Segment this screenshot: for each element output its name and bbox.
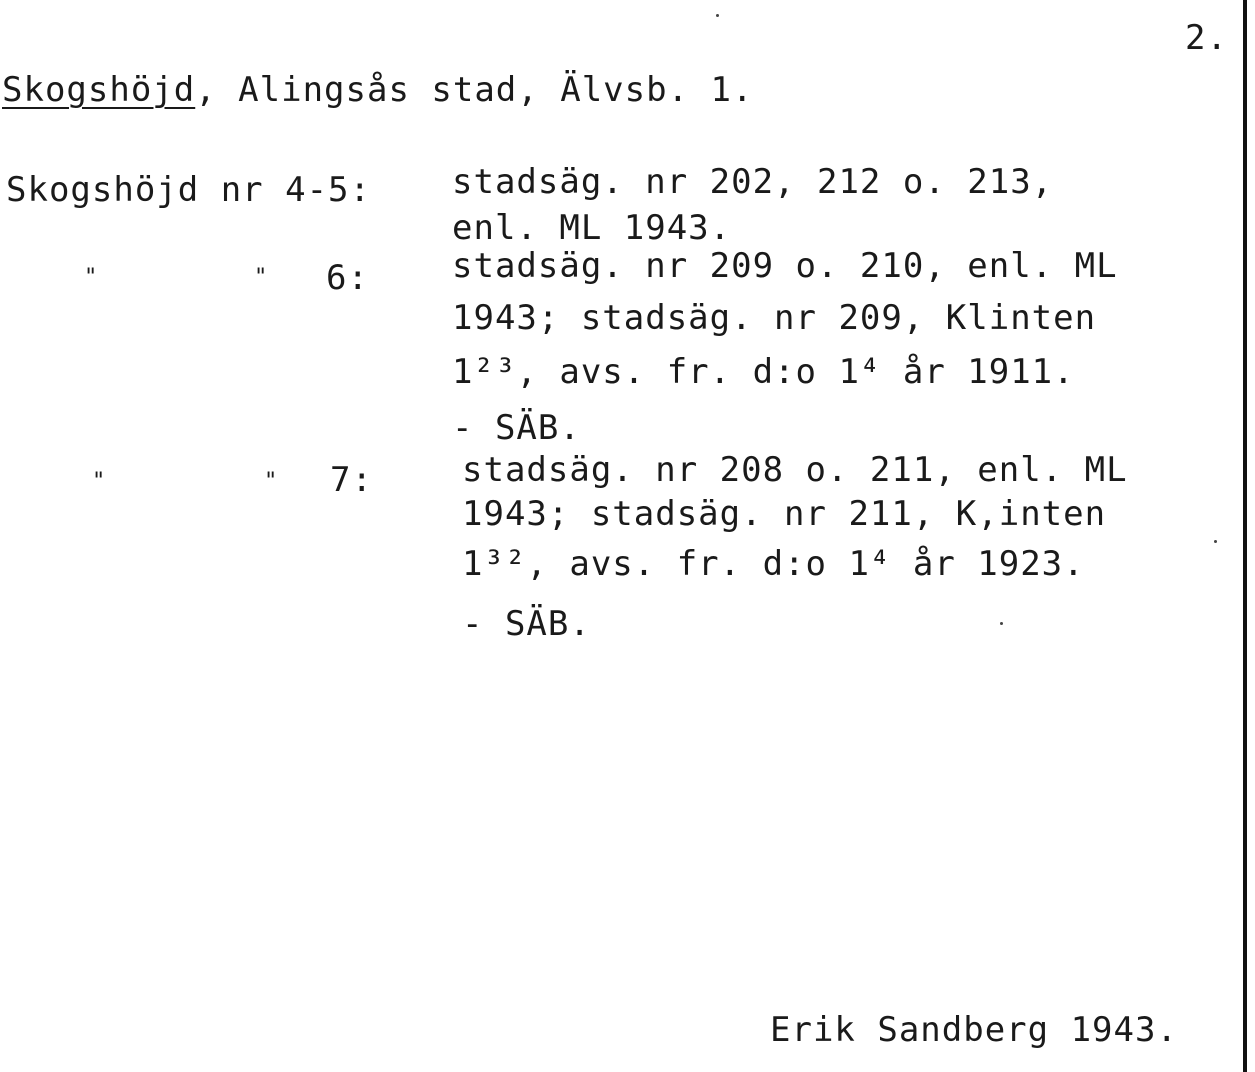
row3-line-4: - SÄB. [462, 604, 591, 644]
heading-rest: , Alingsås stad, Älvsb. 1. [195, 70, 754, 110]
scan-speck [1000, 622, 1003, 625]
row3-ditto-2: " [264, 469, 279, 494]
row2-ditto-1: " [84, 265, 99, 290]
row3-line-1: stadsäg. nr 208 o. 211, enl. ML [462, 450, 1128, 490]
row2-line-3: 1²³, avs. fr. d:o 1⁴ år 1911. [452, 352, 1075, 392]
card-right-border [1243, 0, 1247, 1072]
row2-line-1: stadsäg. nr 209 o. 210, enl. ML [452, 246, 1118, 286]
row1-line-2: enl. ML 1943. [452, 208, 732, 248]
row3-ditto-1: " [92, 469, 107, 494]
row2-ditto-2: " [254, 265, 269, 290]
row1-label: Skogshöjd nr 4-5: [6, 170, 371, 210]
row3-line-2: 1943; stadsäg. nr 211, K,inten [462, 494, 1107, 534]
scan-speck [716, 14, 719, 17]
row1-line-1: stadsäg. nr 202, 212 o. 213, [452, 162, 1054, 202]
row3-number: 7: [330, 460, 373, 500]
signature: Erik Sandberg 1943. [770, 1010, 1178, 1050]
heading-place: Skogshöjd [2, 70, 196, 110]
card-number: 2. [1185, 18, 1228, 58]
row2-line-2: 1943; stadsäg. nr 209, Klinten [452, 298, 1097, 338]
row3-line-3: 1³², avs. fr. d:o 1⁴ år 1923. [462, 544, 1085, 584]
row2-number: 6: [326, 258, 369, 298]
card-heading [2, 70, 753, 110]
row2-line-4: - SÄB. [452, 408, 581, 448]
scan-speck [1214, 540, 1217, 543]
